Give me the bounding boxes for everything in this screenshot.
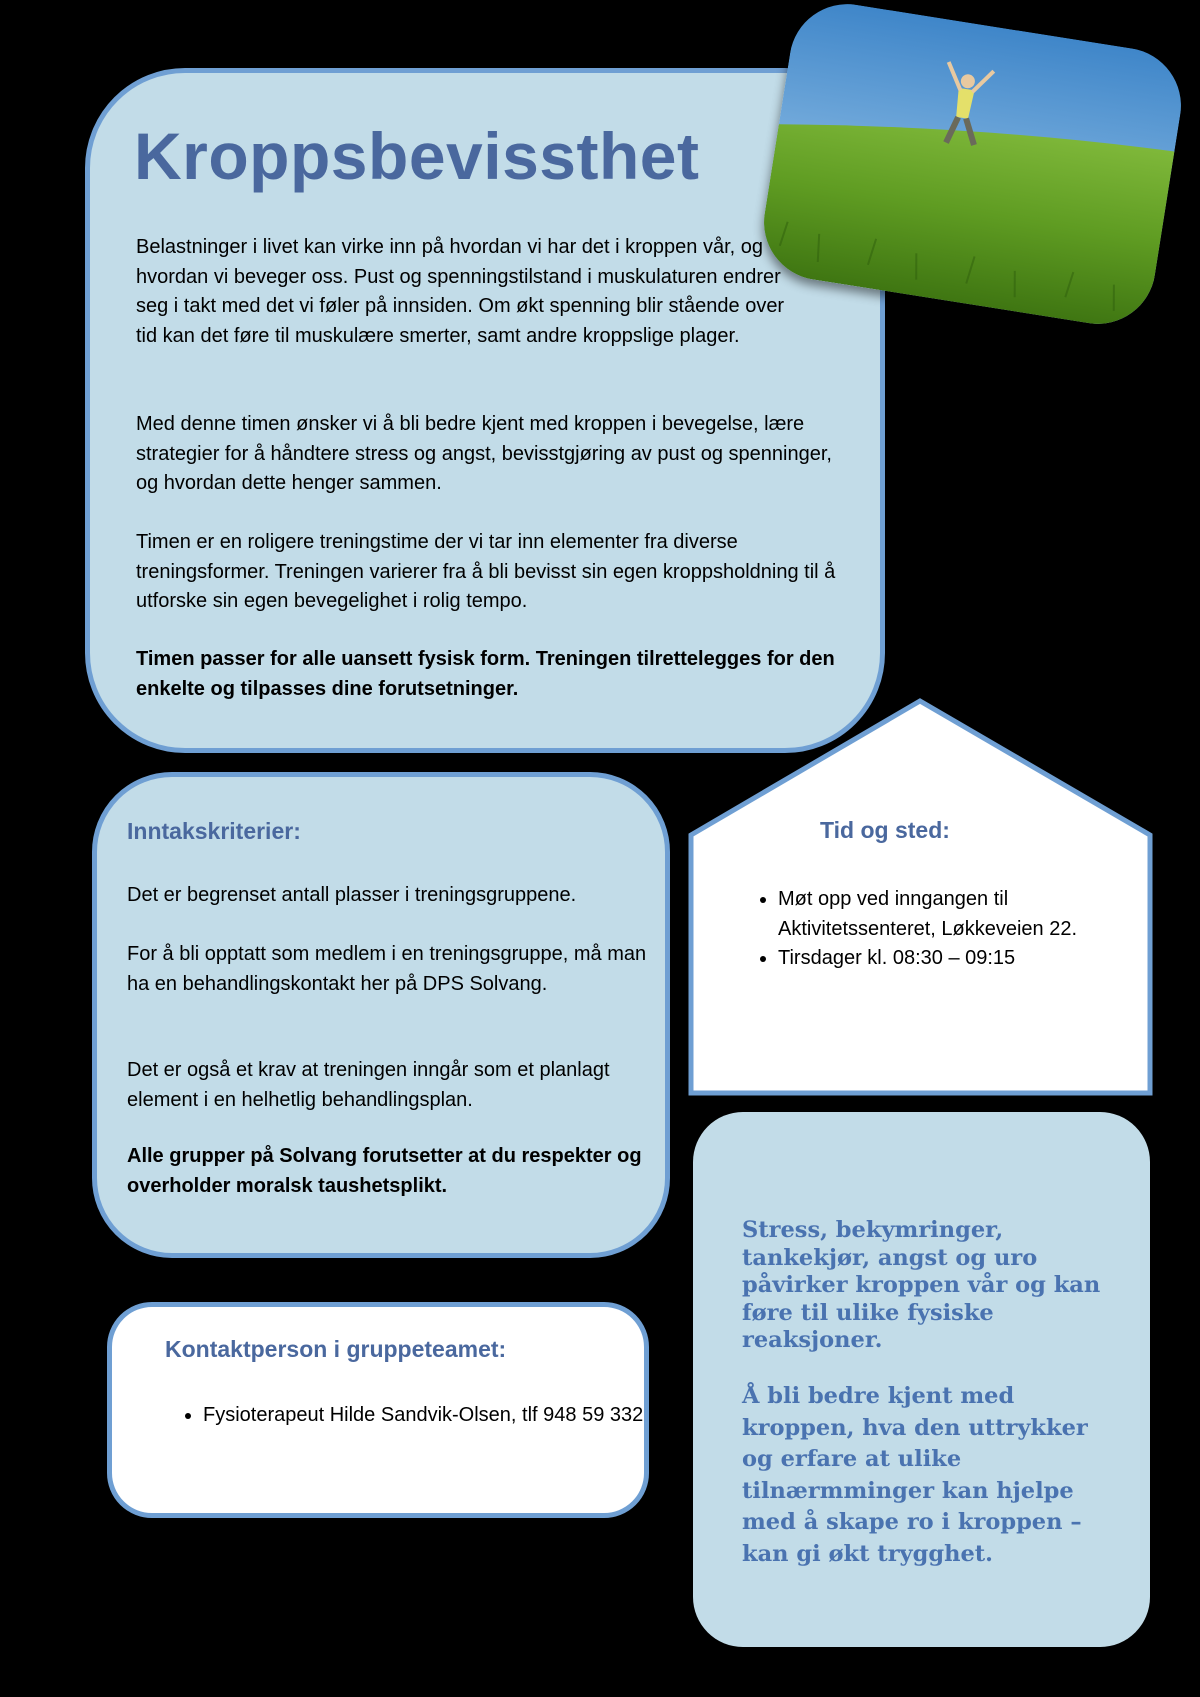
intro-paragraph-2: Med denne timen ønsker vi å bli bedre kjent med kroppen i bevegelse, lære strategier for å håndtere stress og angst, bevisstgjøring av pust og spenninger, og hvordan dette henger sammen. (136, 413, 832, 494)
time-place-list (738, 885, 1118, 974)
intake-paragraph-1: Det er begrenset antall plasser i treningsgruppene. (127, 884, 577, 906)
list-item: • Møt opp ved inngangen til Aktivitetssenteret, Løkkeveien 22. (778, 885, 1118, 944)
intro-paragraph-4: Timen passer for alle uansett fysisk form. Treningen tilrettelegges for den enkelte og tilpasses dine forutsetninger. (136, 648, 835, 700)
contact-list (163, 1401, 663, 1431)
intro-paragraph-1: Belastninger i livet kan virke inn på hvordan vi har det i kroppen vår, og hvordan vi beveger oss. Pust og spenningstilstand i muskulaturen endrer seg i takt med det vi føler på innsiden. Om økt spenning blir stående over tid kan det føre til muskulære smerter, samt andre kroppslige plager. (136, 236, 785, 347)
contact-heading: Kontaktperson i gruppeteamet: (165, 1336, 507, 1362)
list-item: • Tirsdager kl. 08:30 – 09:15 (778, 944, 1118, 974)
intake-paragraph-2: For å bli opptatt som medlem i en treningsgruppe, må man ha en behandlingskontakt her på DPS Solvang. (127, 943, 647, 995)
intake-paragraph-3: Det er også et krav at treningen inngår som et planlagt element i en helhetlig behandlingsplan. (127, 1059, 610, 1111)
page-title: Kroppsbevissthet (134, 119, 700, 193)
time-place-heading: Tid og sted: (820, 817, 950, 843)
intake-paragraph-4: Alle grupper på Solvang forutsetter at du respekter og overholder moralsk taushetsplikt. (127, 1145, 642, 1197)
intake-heading: Inntakskriterier: (127, 818, 301, 844)
list-item: • Fysioterapeut Hilde Sandvik-Olsen, tlf 948 59 332 (203, 1401, 663, 1431)
quote-paragraph-2: Å bli bedre kjent med kroppen, hva den uttrykker og erfare at ulike tilnærmminger kan hjelpe med å skape ro i kroppen – kan gi økt trygghet. (742, 1383, 1088, 1567)
intro-paragraph-3: Timen er en roligere treningstime der vi tar inn elementer fra diverse treningsformer. Treningen varierer fra å bli bevisst sin egen kroppsholdning til å utforske sin egen bevegelighet i rolig tempo. (136, 531, 836, 612)
quote-paragraph-1: Stress, bekymringer, tankekjør, angst og uro påvirker kroppen vår og kan føre til ulike fysiske reaksjoner. (742, 1217, 1101, 1353)
